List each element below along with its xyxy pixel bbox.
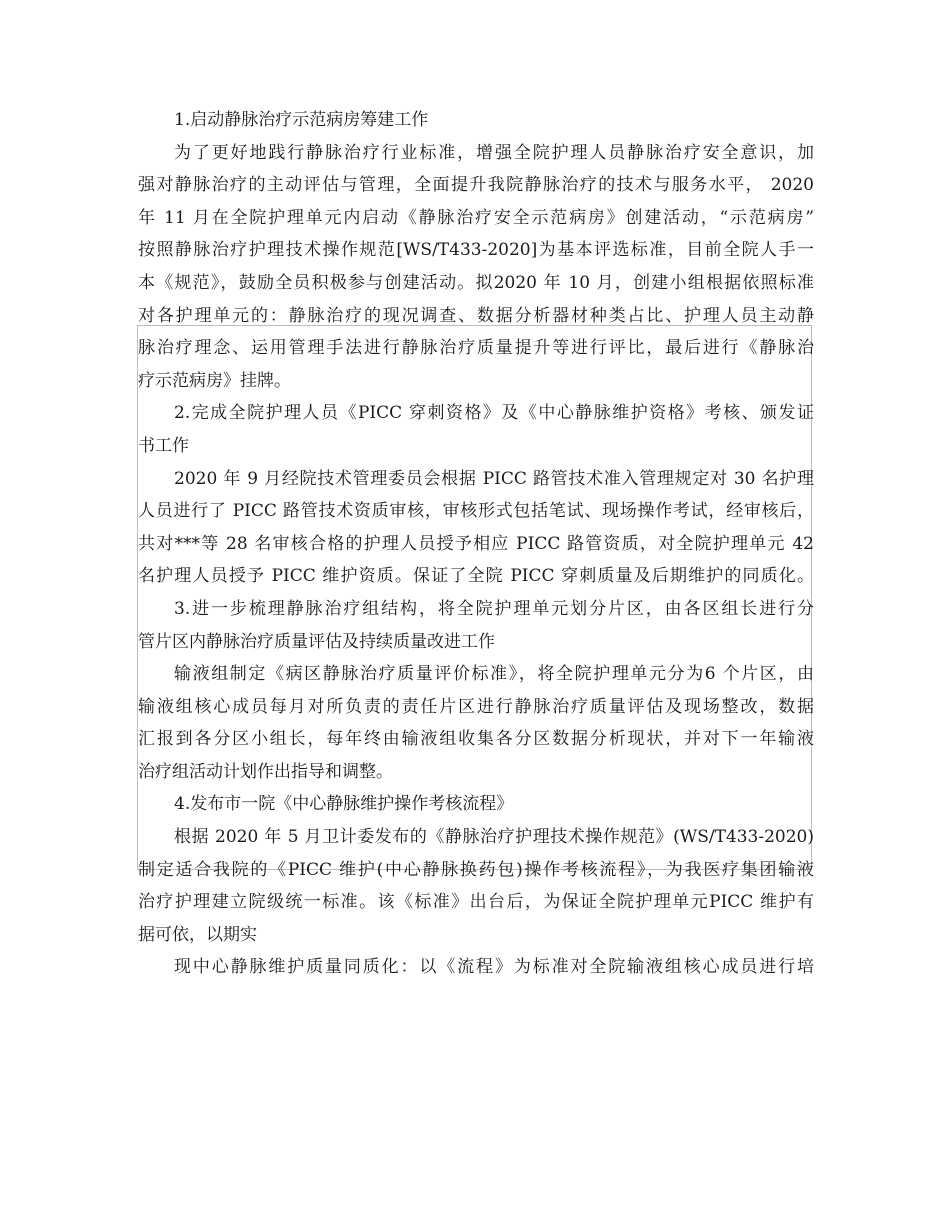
paragraph-line: 治疗组活动计划作出指导和调整。 xyxy=(138,761,393,782)
paragraph-line: 2.完成全院护理人员《PICC 穿刺资格》及《中心静脉维护资格》考核、颁发证 xyxy=(174,403,814,424)
paragraph-line: 管片区内静脉治疗质量评估及持续质量改进工作 xyxy=(138,631,495,652)
paragraph-line: 据可依，以期实 xyxy=(138,924,257,945)
paragraph-line: 为了更好地践行静脉治疗行业标准，增强全院护理人员静脉治疗安全意识，加 xyxy=(174,142,814,163)
paragraph-line: 制定适合我院的《PICC 维护(中心静脉换药包)操作考核流程》，为我医疗集团输液 xyxy=(138,859,814,880)
paragraph-line: 对各护理单元的：静脉治疗的现况调查、数据分析器材种类占比、护理人员主动静 xyxy=(138,305,814,326)
paragraph-line: 人员进行了 PICC 路管技术资质审核，审核形式包括笔试、现场操作考试，经审核后， xyxy=(138,501,814,522)
section-heading: 1.启动静脉治疗示范病房筹建工作 xyxy=(174,110,429,130)
paragraph-line: 按照静脉治疗护理技术操作规范[WS/T433-2020]为基本评选标准，目前全院人手一 xyxy=(138,240,814,261)
section-heading: 4.发布市一院《中心静脉维护操作考核流程》 xyxy=(174,794,514,815)
paragraph-line: 脉治疗理念、运用管理手法进行静脉治疗质量提升等进行评比，最后进行《静脉治 xyxy=(138,338,814,359)
paragraph-line: 2020 年 9 月经院技术管理委员会根据 PICC 路管技术准入管理规定对 30 名护理 xyxy=(174,468,814,489)
paragraph-line: 共对***等 28 名审核合格的护理人员授予相应 PICC 路管资质，对全院护理单元 42 xyxy=(138,533,814,554)
paragraph-line: 疗示范病房》挂牌。 xyxy=(138,370,291,391)
paragraph-line: 汇报到各分区小组长，每年终由输液组收集各分区数据分析现状，并对下一年输液 xyxy=(138,729,814,750)
paragraph-line: 本《规范》，鼓励全员积极参与创建活动。拟2020 年 10 月，创建小组根据依照标准 xyxy=(138,272,814,293)
paragraph-line: 治疗护理建立院级统一标准。该《标准》出台后，为保证全院护理单元PICC 维护有 xyxy=(138,892,814,913)
paragraph-line: 根据 2020 年 5 月卫计委发布的《静脉治疗护理技术操作规范》(WS/T433-2020) xyxy=(174,827,814,848)
paragraph-line: 名护理人员授予 PICC 维护资质。保证了全院 PICC 穿刺质量及后期维护的同质化。 xyxy=(138,566,814,587)
paragraph-line: 强对静脉治疗的主动评估与管理，全面提升我院静脉治疗的技术与服务水平， 2020 xyxy=(138,175,814,196)
paragraph-line: 输液组制定《病区静脉治疗质量评价标准》，将全院护理单元分为6 个片区，由 xyxy=(174,664,814,685)
paragraph-line: 年 11 月在全院护理单元内启动《静脉治疗安全示范病房》创建活动，“示范病房” xyxy=(138,207,814,228)
paragraph-line: 书工作 xyxy=(138,435,189,456)
document-body xyxy=(138,104,814,984)
paragraph-line: 3.进一步梳理静脉治疗组结构，将全院护理单元划分片区，由各区组长进行分 xyxy=(174,598,814,619)
paragraph-line: 现中心静脉维护质量同质化：以《流程》为标准对全院输液组核心成员进行培 xyxy=(174,957,814,978)
paragraph-line: 输液组核心成员每月对所负责的责任片区进行静脉治疗质量评估及现场整改，数据 xyxy=(138,696,814,717)
